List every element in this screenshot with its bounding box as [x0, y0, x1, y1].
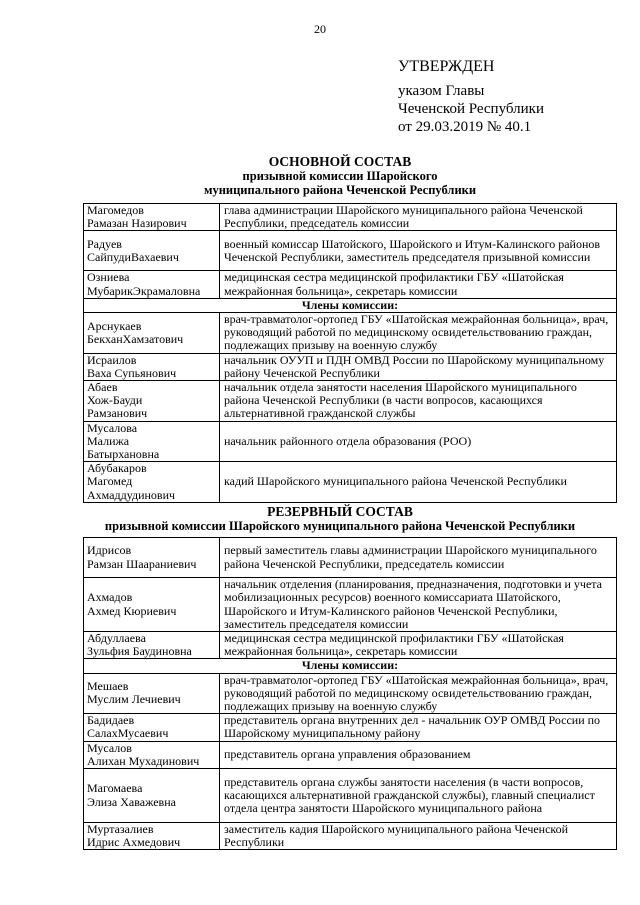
- table-row: [84, 673, 617, 714]
- table-row: [84, 462, 617, 503]
- person-position: глава администрации Шаройского муниципального района Чеченской Республики, председатель комиссии: [220, 204, 617, 231]
- person-position: медицинская сестра медицинской профилактики ГБУ «Шатойская межрайонная больница», секретарь комиссии: [220, 632, 617, 659]
- table-row: [84, 204, 617, 231]
- person-position: начальник отделения (планирования, предназначения, подготовки и учета мобилизационных ресурсов) военного комиссариата Шатойского, Шаройского и Итум-Калинского районов Чеченской Республики, заместитель председателя комиссии: [220, 578, 617, 632]
- table-row: [84, 381, 617, 422]
- person-name: Бадидаев СалахМусаевич: [84, 714, 220, 741]
- table-row: [84, 823, 617, 850]
- person-name: Ахмадов Ахмед Кюриевич: [84, 578, 220, 632]
- table-row: [84, 231, 617, 271]
- person-name: Абубакаров Магомед Ахмаддудинович: [84, 462, 220, 503]
- table-row: [84, 353, 617, 380]
- person-position: военный комиссар Шатойского, Шаройского и Итум-Калинского районов Чеченской Республики, заместитель председателя призывной комиссии: [220, 231, 617, 271]
- main-composition-table: [83, 203, 617, 503]
- person-name: Исраилов Ваха Супьянович: [84, 353, 220, 380]
- approval-stamp: [398, 58, 544, 136]
- person-name: Идрисов Рамзан Шаараниевич: [84, 538, 220, 578]
- person-name: Магомедов Рамазан Назирович: [84, 204, 220, 231]
- title-line: призывной комиссии Шаройского: [242, 169, 438, 183]
- table-row: [84, 769, 617, 823]
- person-name: Абаев Хож-Бауди Рамзанович: [84, 381, 220, 422]
- person-name: Мешаев Муслим Лечиевич: [84, 673, 220, 714]
- person-position: начальник отдела занятости населения Шаройского муниципального района Чеченской Республики (в части вопросов, касающихся альтернативной гражданской службы: [220, 381, 617, 422]
- person-position: кадий Шаройского муниципального района Чеченской Республики: [220, 462, 617, 503]
- table-row: [84, 313, 617, 354]
- person-name: Радуев СайпудиВахаевич: [84, 231, 220, 271]
- person-name: Мусалова Малижа Батырхановна: [84, 421, 220, 462]
- person-position: врач-травматолог-ортопед ГБУ «Шатойская межрайонная больница», врач, руководящий работой по медицинскому освидетельствованию граждан, подлежащих призыву на военную службу: [220, 313, 617, 354]
- approval-line: Чеченской Республики: [398, 101, 544, 117]
- members-label: Члены комиссии:: [84, 298, 617, 312]
- table-row: [84, 578, 617, 632]
- table-row: [84, 741, 617, 768]
- person-position: первый заместитель главы администрации Шаройского муниципального района Чеченской Республики, председатель комиссии: [220, 538, 617, 578]
- members-header-row: [84, 659, 617, 673]
- table-row: [84, 271, 617, 298]
- title-line: РЕЗЕРВНЫЙ СОСТАВ: [267, 504, 413, 519]
- reserve-composition-table: [83, 537, 617, 850]
- person-name: Мусалов Алихан Мухадинович: [84, 741, 220, 768]
- approval-heading: УТВЕРЖДЕН: [398, 58, 495, 75]
- person-position: начальник районного отдела образования (РОО): [220, 421, 617, 462]
- person-position: представитель органа управления образованием: [220, 741, 617, 768]
- person-position: представитель органа службы занятости населения (в части вопросов, касающихся альтернативной гражданской службы), главный специалист отдела центра занятости Шаройского муниципального района: [220, 769, 617, 823]
- table-row: [84, 421, 617, 462]
- person-name: Муртазалиев Идрис Ахмедович: [84, 823, 220, 850]
- table-row: [84, 632, 617, 659]
- person-position: начальник ОУУП и ПДН ОМВД России по Шаройскому муниципальному району Чеченской Республики: [220, 353, 617, 380]
- table-row: [84, 538, 617, 578]
- approval-line: указом Главы: [398, 83, 485, 99]
- main-composition-title: [0, 155, 640, 197]
- reserve-composition-title: [0, 505, 640, 533]
- person-position: представитель органа внутренних дел - начальник ОУР ОМВД России по Шаройскому муниципальному району: [220, 714, 617, 741]
- title-line: муниципального района Чеченской Республики: [203, 183, 477, 197]
- person-name: Арснукаев БекханХамзатович: [84, 313, 220, 354]
- person-name: Магомаева Элиза Хаважевна: [84, 769, 220, 823]
- members-header-row: [84, 298, 617, 312]
- title-line: призывной комиссии Шаройского муниципального района Чеченской Республики: [104, 519, 576, 533]
- approval-line: от 29.03.2019 № 40.1: [398, 119, 532, 135]
- table-row: [84, 714, 617, 741]
- members-label: Члены комиссии:: [84, 659, 617, 673]
- person-position: врач-травматолог-ортопед ГБУ «Шатойская межрайонная больница», врач, руководящий работой по медицинскому освидетельствованию граждан, подлежащих призыву на военную службу: [220, 673, 617, 714]
- person-name: Озниева МубарикЭкрамаловна: [84, 271, 220, 298]
- title-line: ОСНОВНОЙ СОСТАВ: [268, 154, 412, 169]
- person-name: Абдуллаева Зульфия Баудиновна: [84, 632, 220, 659]
- person-position: медицинская сестра медицинской профилактики ГБУ «Шатойская межрайонная больница», секретарь комиссии: [220, 271, 617, 298]
- person-position: заместитель кадия Шаройского муниципального района Чеченской Республики: [220, 823, 617, 850]
- page-number: 20: [314, 22, 326, 36]
